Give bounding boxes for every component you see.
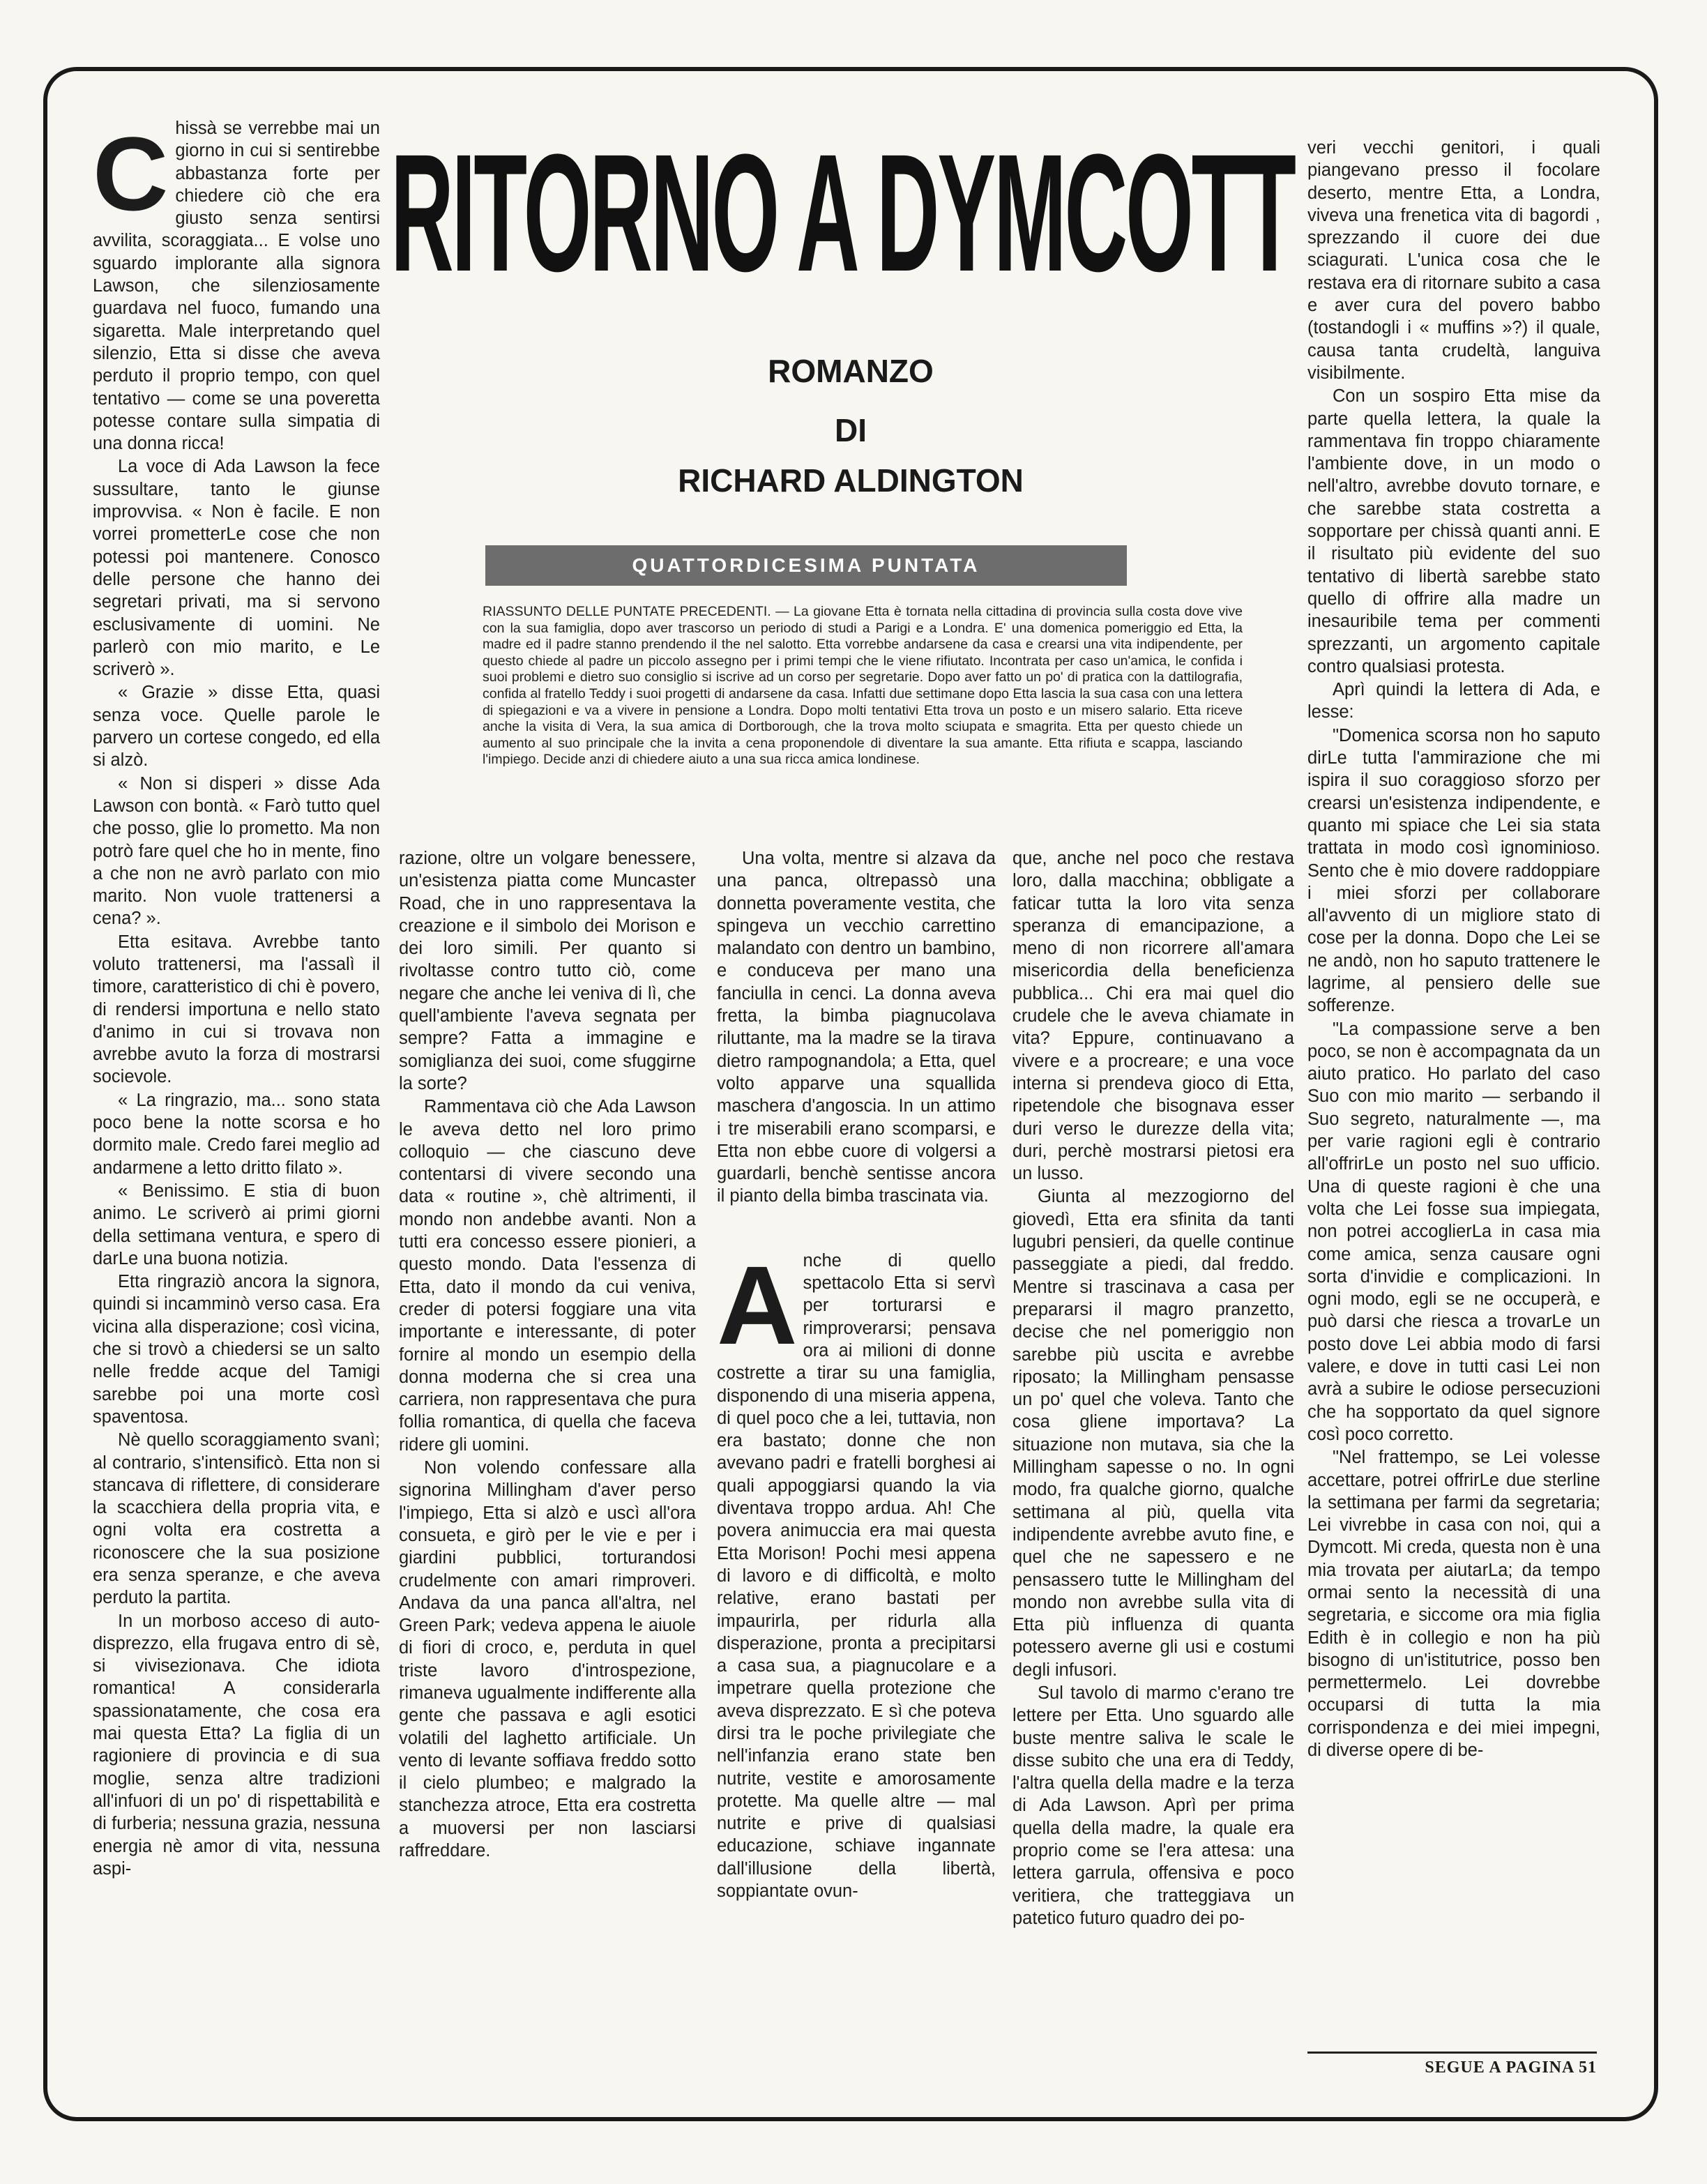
paragraph: Non volendo confessare alla signorina Millingham d'aver perso l'impiego, Etta si alzò e uscì all'ora consueta, e girò per le vie e per i giardini pubblici, torturandosi crudelmente con amari rimproveri. Andava da una panca all'altra, nel Green Park; vedeva appena le aiuole di fiori di croco, e, perduta in quel triste lavoro d'introspezione, rimaneva ugualmente indifferente alla gente che passava e agli esotici volatili del laghetto artificiale. Un vento di levante soffiava freddo sotto il cielo plumbeo; e malgrado la stanchezza atroce, Etta era costretta a muoversi per non lasciarsi raffreddare. bbox=[399, 1458, 696, 1861]
paragraph: Giunta al mezzogiorno del giovedì, Etta era sfinita da tanti lugubri pensieri, da quelle continue passeggiate a piedi, dal freddo. Mentre si trascinava a casa per prepararsi il magro pranzetto, decise che nel pomeriggio non sarebbe più uscita e avrebbe riposato; la Millingham pensasse un po' quel che voleva. Tanto che cosa gliene importava? La situazione non mutava, sia che la Millingham sapesse o no. In ogni modo, fra qualche giorno, qualche settimana al più, quella vita indipendente avrebbe avuto fine, e quel che ne sapessero e ne pensassero tutte le Millingham del mondo non avrebbe sulla vita di Etta più influenza di quanta potessero averne gli usi e costumi degli infusori. bbox=[1012, 1187, 1294, 1680]
paragraph: Nè quello scoraggiamento svanì; al contrario, s'intensificò. Etta non si stancava di riflettere, di considerare la scacchiera della propria vita, e ogni volta era costretta a riconoscere che la sua posizione era senza speranze, e che aveva perduto la partita. bbox=[93, 1430, 380, 1608]
paragraph: Chissà se verrebbe mai un giorno in cui si sentirebbe abbastanza forte per chiedere ciò che era giusto senza sentirsi avvilita, scoraggiata... E volse uno sguardo implorante alla signora Lawson, che silenziosamente guardava nel fuoco, fumando una sigaretta. Male interpretando quel silenzio, Etta si disse che aveva perduto il proprio tempo, con quel tentativo — come se una poveretta potesse contare sulla simpatia di una donna ricca! bbox=[93, 115, 380, 454]
previous-installments-summary: RIASSUNTO DELLE PUNTATE PRECEDENTI. — La giovane Etta è tornata nella cittadina di provincia sulla costa dove vive con la sua famiglia, dopo aver trascorso un periodo di studi a Parigi e a Londra. E' una domenica pomeriggio ed Etta, la madre ed il padre stanno prendendo il the nel salotto. Etta vorrebbe andarsene da casa e crearsi una vita indipendente, per questo chiede al padre un piccolo assegno per i primi tempi che le viene rifiutato. Incontrata per caso un'amica, le confida i suoi problemi e dietro suo consiglio si iscrive ad un corso per segretarie. Dopo aver fatto un po' di pratica con la dattilografia, confida al fratello Teddy i suoi progetti di andarsene da casa. Infatti due settimane dopo Etta lascia la sua casa con una lettera di spiegazioni e va a vivere in pensione a Londra. Dopo molti tentativi Etta trova un posto e un misero salario. Etta riceve anche la visita di Vera, la sua amica di Dortborough, che la trova molto sciupata e smagrita. Etta per questo chiede un aumento al suo principale che la invita a cena proponendole di diventare la sua amante. Etta rifiuta e scappa, lasciando l'impiego. Decide anzi di chiedere aiuto a una sua ricca amica londinese. bbox=[483, 604, 1243, 768]
text-column-4 bbox=[1012, 847, 1294, 1929]
text-column-1 bbox=[93, 117, 380, 1880]
paragraph: Aprì quindi la lettera di Ada, e lesse: bbox=[1307, 680, 1600, 722]
paragraph: Una volta, mentre si alzava da una panca, oltrepassò una donnetta poveramente vestita, che spingeva un vecchio carrettino malandato con dentro un bambino, e conduceva per mano una fanciulla in cenci. La donna aveva fretta, la bimba piagnucolava riluttante, ma la madre se la tirava dietro rampognandola; a Etta, quel volto apparve una squallida maschera d'angoscia. In un attimo i tre miserabili erano scomparsi, e Etta non ebbe cuore di volgersi a guardarli, benchè sentisse ancora il pianto della bimba trascinata via. bbox=[717, 849, 996, 1206]
drop-cap: A bbox=[717, 1242, 798, 1367]
continued-on-page: SEGUE A PAGINA 51 bbox=[1425, 2058, 1597, 2077]
paragraph: Rammentava ciò che Ada Lawson le aveva detto nel loro primo colloquio — che ciascuno deve contentarsi di vivere secondo una data « routine », chè altrimenti, il mondo non andebbe avanti. Non a tutti era concesso essere pionieri, a questo mondo. Data l'essenza di Etta, dato il mondo da cui veniva, creder di potersi foggiare una vita importante e interessante, di poter fornire al mondo un esempio della donna moderna che si crea una carriera, non rappresentava che pura follia romantica, di quella che faceva ridere gli uomini. bbox=[399, 1097, 696, 1455]
paragraph: razione, oltre un volgare benessere, un'esistenza piatta come Muncaster Road, che in uno rappresentava la creazione e il simbolo dei Morison e dei loro simili. Per quanto si rivoltasse contro tutto ciò, come negare che anche lei veniva di lì, che quell'ambiente l'aveva segnata per sempre? Fatta a immagine e somiglianza dei suoi, come sfuggirne la sorte? bbox=[399, 849, 696, 1093]
text-column-5 bbox=[1307, 137, 1600, 1761]
title-block bbox=[390, 119, 1294, 306]
paragraph: veri vecchi genitori, i quali piangevano presso il focolare deserto, mentre Etta, a Londra, viveva una frenetica vita di bagordi , sprezzando il cuore dei due sciagurati. L'unica cosa che le restava era di ritornare subito a casa e aver cura del povero babbo (tostandogli i « muffins »?) il quale, causa tanta crudeltà, languiva visibilmente. bbox=[1307, 138, 1600, 383]
paragraph: "Nel frattempo, se Lei volesse accettare, potrei offrirLe due sterline la settimana per farmi da segretaria; Lei vivrebbe in casa con noi, qui a Dymcott. Mi creda, questa non è una mia trovata per aiutarLa; da tempo ormai sento la necessità di una segretaria, e siccome ora mia figlia Edith è in collegio e non ha più bisogno di un'istitutrice, posso ben permettermelo. Lei dovrebbe occuparsi di tutta la mia corrispondenza e dei miei impegni, di diverse opere di be- bbox=[1307, 1448, 1600, 1761]
drop-cap: C bbox=[93, 115, 169, 232]
story-title: RITORNO A DYMCOTT bbox=[390, 119, 1294, 306]
text-column-2 bbox=[399, 847, 696, 1862]
paragraph: Etta esitava. Avrebbe tanto voluto trattenersi, ma l'assalì il timore, caratteristico di chi è povero, di rendersi importuna e nello stato d'animo in cui si trovava non avrebbe avuto la forza di mostrarsi socievole. bbox=[93, 932, 380, 1087]
subtitle-romanzo: ROMANZO bbox=[768, 353, 934, 389]
paragraph: « Non si disperi » disse Ada Lawson con bontà. « Farò tutto quel che posso, glie lo prometto. Ma non potrò fare quel che ho in mente, fino a che non ne avrò parlato con mio marito. Non vuole trattenersi a cena? ». bbox=[93, 773, 380, 929]
continuation-rule bbox=[1307, 2052, 1597, 2054]
subtitle-di: DI bbox=[835, 412, 867, 448]
installment-banner: QUATTORDICESIMA PUNTATA bbox=[485, 545, 1127, 586]
paragraph: que, anche nel poco che restava loro, dalla macchina; obbligate a faticar tutta la loro vita senza speranza di emancipazione, a meno di non ricorrere all'amara misericordia della beneficienza pubblica... Chi era mai quel dio crudele che le aveva chiamate in vita? Eppure, continuavano a vivere e a procreare; e una voce interna si prendeva gioco di Etta, ripetendole che bisognava esser duri verso le durezze della vita; duri, perchè mostrarsi pietosi era un lusso. bbox=[1012, 849, 1294, 1184]
paragraph: Sul tavolo di marmo c'erano tre lettere per Etta. Uno sguardo alle buste mentre saliva le scale le disse subito che una era di Teddy, l'altra quella della madre e la terza di Ada Lawson. Aprì per prima quella della madre, la quale era proprio come se l'era attesa: una lettera garrula, offensiva e poco veritiera, che tratteggiava un patetico futuro quadro dei po- bbox=[1012, 1683, 1294, 1928]
paragraph: Anche di quello spettacolo Etta si servì per torturarsi e rimproverarsi; pensava ora ai milioni di donne costrette a tirar su una famiglia, disponendo di una miseria appena, di quel poco che a lei, tuttavia, non era bastato; donne che non avevano padri e fratelli borghesi ai quali appoggiarsi quando la via diventava troppo ardua. Ah! Che povera animuccia era mai questa Etta Morison! Pochi mesi appena di lavoro e di difficoltà, e molto relative, erano bastati per impaurirla, per ridurla alla disperazione, pronta a precipitarsi a casa sua, a piagnucolare e a impetrare quella protezione che aveva disprezzato. E sì che poteva dirsi tra le poche privilegiate che nell'infanzia erano state ben nutrite, vestite e amorosamente protette. Ma quelle altre — mal nutrite e prive di qualsiasi educazione, schiave ingannate dall'illusione della libertà, soppiantate ovun- bbox=[717, 1242, 996, 1902]
paragraph: « Benissimo. E stia di buon animo. Le scriverò ai primi giorni della settimana ventura, e spero di darLe una buona notizia. bbox=[93, 1181, 380, 1268]
paragraph: « Grazie » disse Etta, quasi senza voce. Quelle parole le parvero un cortese congedo, ed ella si alzò. bbox=[93, 683, 380, 771]
paragraph: "La compassione serve a ben poco, se non è accompagnata da un aiuto pratico. Ho parlato del caso Suo con mio marito — serbando il Suo segreto, naturalmente —, ma per varie ragioni egli è contrario all'offrirLe un posto nel suo ufficio. Una di queste ragioni è che una volta che Lei fosse sua impiegata, non potrei accoglierLa in casa mia come amica, senza causare ogni sorta d'invidie e complicazioni. In ogni modo, egli se ne occuperà, e può darsi che riesca a trovarLe un posto dove Lei abbia modo di farsi valere, e dove in tutti casi Lei non avrà a subire le odiose persecuzioni che ha sopportato da quel signore così poco corretto. bbox=[1307, 1019, 1600, 1444]
text-column-3 bbox=[717, 847, 996, 1902]
author-name: RICHARD ALDINGTON bbox=[678, 462, 1024, 499]
paragraph: In un morboso acceso di auto-disprezzo, ella frugava entro di sè, si vivisezionava. Che idiota romantica! A considerarla spassionatamente, che cosa era mai questa Etta? La figlia di un ragioniere di provincia e di sua moglie, senza altre tradizioni all'infuori di un po' di rispettabilità e di furberia; nessuna grazia, nessuna energia nè amor di vita, nessuna aspi- bbox=[93, 1611, 380, 1879]
paragraph: « La ringrazio, ma... sono stata poco bene la notte scorsa e ho dormito male. Credo farei meglio ad andarmene a letto dritto filato ». bbox=[93, 1090, 380, 1178]
paragraph: "Domenica scorsa non ho saputo dirLe tutta l'ammirazione che mi ispira il suo coraggioso sforzo per crearsi un'esistenza indipendente, e quanto mi spiace che Lei sia stata trattata in modo così ignominioso. Sento che è mio dovere raddoppiare i miei sforzi per collaborare all'avvento di un migliore stato di cose per la donna. Dopo che Lei se ne andò, non ho saputo trattenere le lagrime, al pensiero delle sue sofferenze. bbox=[1307, 725, 1600, 1016]
paragraph: La voce di Ada Lawson la fece sussultare, tanto le giunse improvvisa. « Non è facile. E non vorrei prometterLe cose che non potessi poi mantenere. Conosco delle persone che hanno dei segretari privati, ma si servono esclusivamente di uomini. Ne parlerò con mio marito, e Le scriverò ». bbox=[93, 457, 380, 680]
paragraph: Etta ringraziò ancora la signora, quindi si incamminò verso casa. Era vicina alla disperazione; così vicina, che si trovò a chiedersi se un salto nelle fredde acque del Tamigi sarebbe poi una morte così spaventosa. bbox=[93, 1272, 380, 1427]
paragraph: Con un sospiro Etta mise da parte quella lettera, la quale la rammentava fin troppo chiaramente l'ambiente dove, in un modo o nell'altro, avrebbe dovuto tornare, e che sarebbe stata costretta a sopportare per chissà quanti anni. E il risultato più evidente del suo tentativo di libertà sarebbe stato quello di offrire alla madre un inesauribile tema per commenti sprezzanti, un argomento capitale contro qualsiasi protesta. bbox=[1307, 386, 1600, 676]
